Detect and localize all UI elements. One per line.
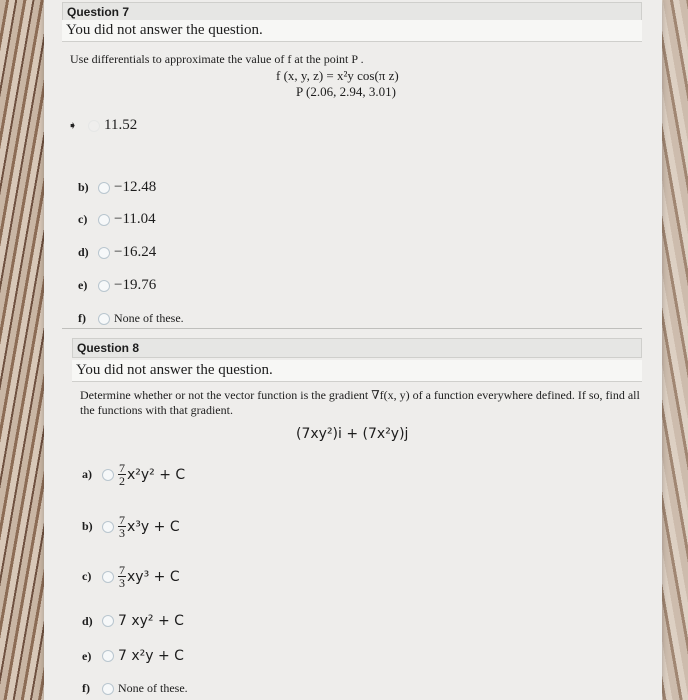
question-7-feedback: You did not answer the question. <box>62 20 642 42</box>
q8-option-b[interactable] <box>82 514 180 539</box>
q8-option-f[interactable] <box>82 681 188 696</box>
question-8-feedback: You did not answer the question. <box>72 360 642 382</box>
option-letter: c) <box>82 569 92 583</box>
fraction: $\frac{7}{3}$ <box>119 513 125 540</box>
option-text: 7 x²y + C <box>118 648 184 664</box>
fraction: $\frac{7}{2}$ <box>119 461 125 488</box>
option-text: 11.52 <box>104 117 138 133</box>
q7-option-c[interactable] <box>78 211 156 228</box>
radio-button[interactable] <box>102 521 114 533</box>
radio-button[interactable] <box>102 469 114 481</box>
question-divider <box>62 328 642 329</box>
question-7-point: P (2.06, 2.94, 3.01) <box>296 84 396 99</box>
option-text: −16.24 <box>114 244 157 260</box>
option-text: −19.76 <box>114 277 157 293</box>
option-letter: c) <box>78 212 88 226</box>
q7-option-a[interactable] <box>68 117 137 134</box>
option-letter: b) <box>82 519 93 533</box>
question-8-header: Question 8 <box>72 338 642 358</box>
question-7-header: Question 7 <box>62 2 642 22</box>
q8-option-a[interactable] <box>82 462 185 487</box>
radio-button[interactable] <box>102 683 114 695</box>
radio-button[interactable] <box>98 214 110 226</box>
radio-button[interactable] <box>98 182 110 194</box>
q7-option-d[interactable] <box>78 244 156 261</box>
option-text: −12.48 <box>114 179 157 195</box>
option-letter: a) <box>82 467 92 481</box>
option-letter: b) <box>78 180 89 194</box>
option-letter: f) <box>82 681 90 695</box>
question-7-function: f (x, y, z) = x²y cos(π z) <box>276 68 399 83</box>
radio-button[interactable] <box>98 313 110 325</box>
selected-arrow-icon: ➧ <box>68 120 78 132</box>
radio-button[interactable] <box>98 280 110 292</box>
option-text: 7 xy² + C <box>118 613 184 629</box>
q7-option-f[interactable] <box>78 311 184 326</box>
option-text: xy³ + C <box>127 568 180 585</box>
q7-option-b[interactable] <box>78 179 156 196</box>
option-letter: d) <box>82 613 93 628</box>
radio-button[interactable] <box>102 571 114 583</box>
option-letter: f) <box>78 311 86 325</box>
question-8-prompt: Determine whether or not the vector function is the gradient ∇f(x, y) of a function everywhere defined. If so, find all the functions with that gradient. <box>80 388 640 417</box>
option-text: x²y² + C <box>127 466 186 483</box>
option-letter: e) <box>82 648 92 663</box>
option-text: −11.04 <box>114 211 156 227</box>
option-letter: e) <box>78 278 88 292</box>
option-text: x³y + C <box>127 518 180 535</box>
q8-option-e[interactable] <box>82 648 184 664</box>
q8-option-d[interactable] <box>82 613 184 629</box>
quiz-sheet <box>44 0 662 700</box>
radio-button[interactable] <box>102 615 114 627</box>
question-8-vector: (7xy²)i + (7x²y)j <box>296 426 409 442</box>
radio-button[interactable] <box>98 247 110 259</box>
option-text: None of these. <box>114 311 184 325</box>
q7-option-e[interactable] <box>78 277 156 294</box>
radio-button[interactable] <box>102 650 114 662</box>
q8-option-c[interactable] <box>82 564 180 589</box>
radio-button[interactable] <box>88 120 100 132</box>
question-7-prompt: Use differentials to approximate the value of f at the point P . <box>70 52 364 66</box>
option-text: None of these. <box>118 681 188 695</box>
fraction: $\frac{7}{3}$ <box>119 563 125 590</box>
option-letter: d) <box>78 245 89 259</box>
